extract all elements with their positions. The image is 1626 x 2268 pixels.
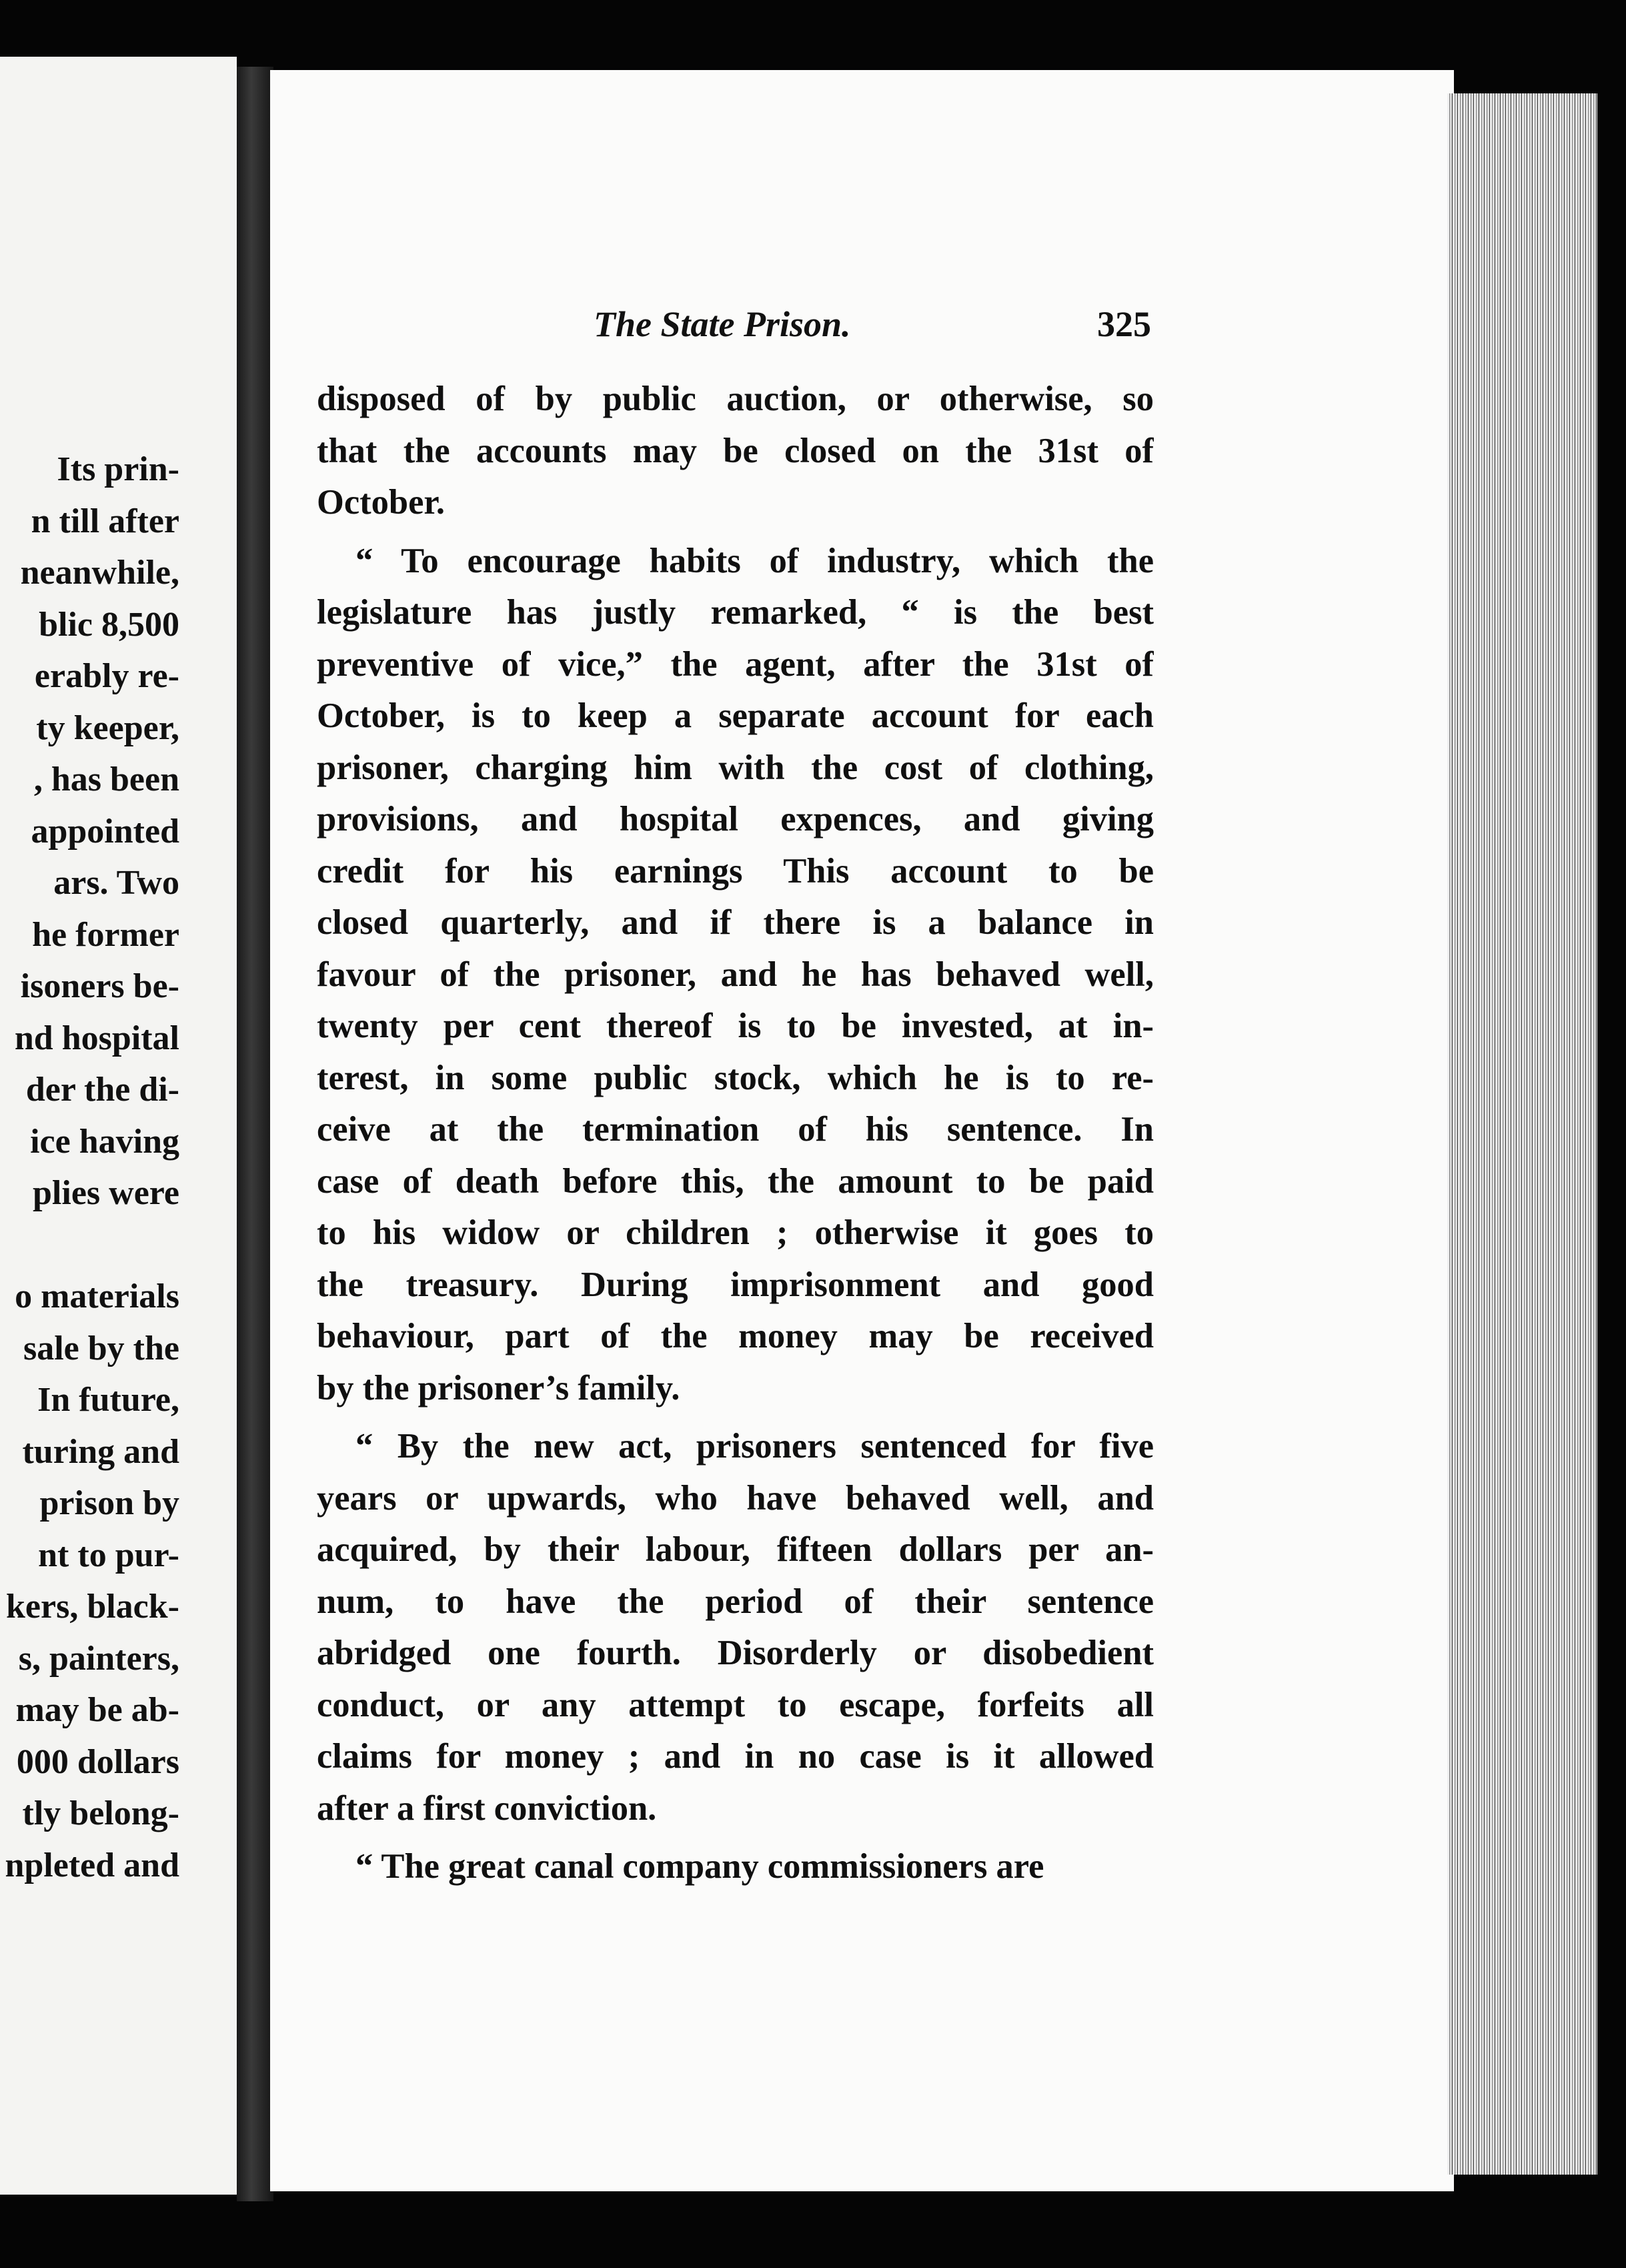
text-line: to his widow or children ; otherwise it goes to: [317, 1213, 1154, 1252]
page-edges: [1447, 93, 1597, 2175]
facing-page-line: ars. Two: [53, 864, 179, 902]
text-line: twenty per cent thereof is to be invested, at in-: [317, 1007, 1154, 1045]
facing-page-line: ice having: [30, 1122, 179, 1161]
body-text: [317, 374, 1154, 1893]
facing-page-line: plies were: [33, 1174, 179, 1212]
text-line: closed quarterly, and if there is a balance in: [317, 903, 1154, 942]
paragraph: [317, 536, 1154, 1415]
text-line: claims for money ; and in no case is it allowed: [317, 1737, 1154, 1776]
text-line: ceive at the termination of his sentence. In: [317, 1110, 1154, 1149]
text-line: abridged one fourth. Disorderly or disobedient: [317, 1634, 1154, 1672]
text-line: “ By the new act, prisoners sentenced for five: [355, 1427, 1154, 1466]
text-line: “ To encourage habits of industry, which the: [355, 541, 1154, 580]
facing-page-line: nd hospital: [14, 1019, 179, 1057]
facing-page-line: npleted and: [5, 1846, 179, 1884]
text-line: behaviour, part of the money may be received: [317, 1317, 1154, 1355]
paragraph: [317, 1841, 1154, 1893]
facing-page-line: erably re-: [34, 657, 179, 695]
facing-page-line: 000 dollars: [16, 1742, 179, 1781]
facing-page-line: nt to pur-: [38, 1536, 179, 1574]
text-line: disposed of by public auction, or otherwise, so: [317, 380, 1154, 418]
paragraph: [317, 1421, 1154, 1834]
running-title: The State Prison.: [594, 304, 851, 344]
book-gutter: [237, 67, 273, 2201]
facing-page-line: isoners be-: [20, 967, 179, 1005]
text-line: legislature has justly remarked, “ is the best: [317, 593, 1154, 632]
facing-page-line: sale by the: [23, 1329, 179, 1367]
text-line: provisions, and hospital expences, and giving: [317, 800, 1154, 838]
text-line: acquired, by their labour, fifteen dollars per an-: [317, 1530, 1154, 1569]
facing-page-line: o materials: [15, 1277, 179, 1315]
facing-page-line: may be ab-: [15, 1691, 179, 1729]
text-line: years or upwards, who have behaved well, and: [317, 1478, 1154, 1518]
text-line: case of death before this, the amount to be paid: [317, 1161, 1154, 1201]
facing-page-line: turing and: [22, 1432, 179, 1471]
text-line: conduct, or any attempt to escape, forfeits all: [317, 1685, 1154, 1724]
facing-page-line: kers, black-: [6, 1588, 179, 1626]
facing-page-line: In future,: [37, 1381, 179, 1419]
text-line: October, is to keep a separate account for each: [317, 696, 1154, 735]
page-number: 325: [1097, 304, 1151, 344]
facing-page-line: tly belong-: [22, 1794, 179, 1832]
text-line: prisoner, charging him with the cost of clothing,: [317, 748, 1154, 787]
facing-page-line: neanwhile,: [20, 554, 179, 592]
text-line: October.: [317, 483, 445, 522]
facing-page-line: he former: [32, 915, 179, 954]
facing-page-text: [0, 444, 179, 1891]
facing-page-line: blic 8,500: [39, 605, 179, 644]
text-line: preventive of vice,” the agent, after the 31st of: [317, 644, 1154, 684]
text-line: terest, in some public stock, which he is to re-: [317, 1058, 1154, 1097]
page-header: [327, 304, 1160, 357]
text-line: “ The great canal company commissioners are: [355, 1847, 1044, 1886]
facing-page-line: ty keeper,: [36, 708, 179, 747]
facing-page-line: der the di-: [25, 1071, 179, 1109]
text-line: num, to have the period of their sentence: [317, 1582, 1154, 1621]
paragraph: [317, 374, 1154, 529]
text-line: favour of the prisoner, and he has behaved well,: [317, 955, 1154, 994]
text-line: by the prisoner’s family.: [317, 1368, 680, 1407]
facing-page-line: , has been: [33, 760, 179, 798]
facing-page-line: appointed: [31, 812, 179, 851]
facing-page-line: [0, 1219, 179, 1271]
text-line: that the accounts may be closed on the 31st of: [317, 431, 1154, 470]
facing-page-line: s, painters,: [18, 1639, 179, 1678]
facing-page-line: n till after: [31, 502, 179, 540]
text-line: credit for his earnings This account to be: [317, 851, 1154, 891]
facing-page-line: prison by: [39, 1484, 179, 1522]
facing-page-line: Its prin-: [57, 450, 179, 488]
text-line: the treasury. During imprisonment and good: [317, 1265, 1154, 1304]
text-line: after a first conviction.: [317, 1788, 657, 1828]
facing-page: [0, 57, 237, 2195]
